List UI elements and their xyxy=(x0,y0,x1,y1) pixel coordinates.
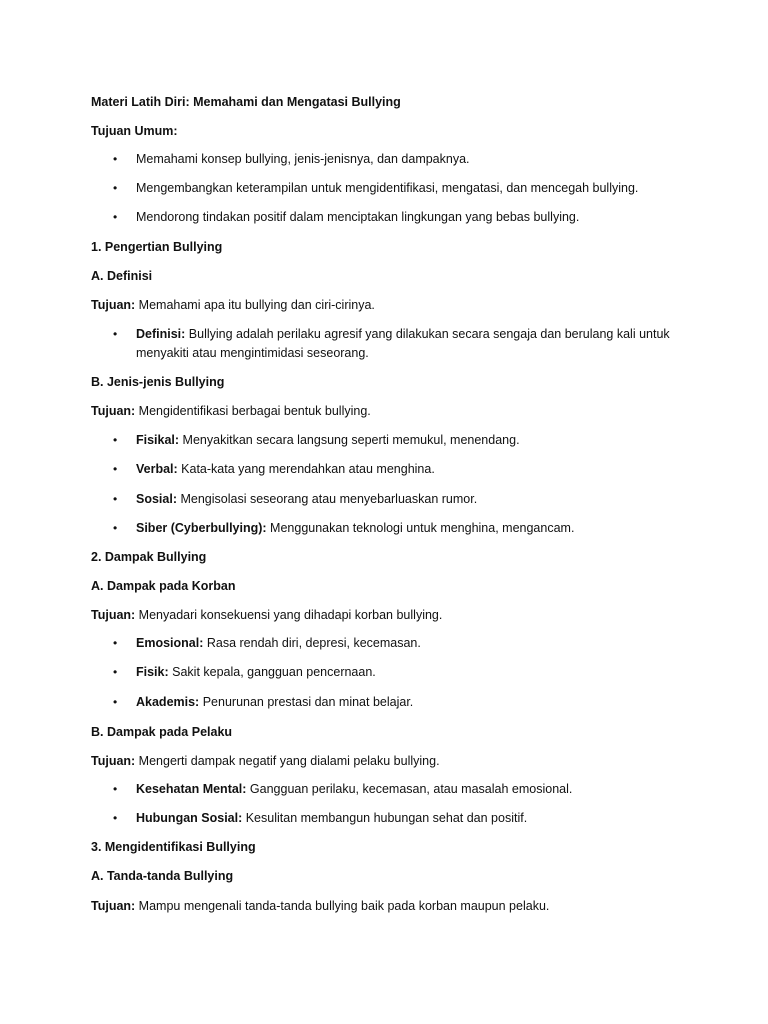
list-item-label: Fisik: xyxy=(136,665,169,679)
section-heading: 1. Pengertian Bullying xyxy=(91,240,223,254)
tujuan-umum-heading: Tujuan Umum: xyxy=(91,124,178,138)
tujuan-line xyxy=(91,403,371,419)
section-heading: 3. Mengidentifikasi Bullying xyxy=(91,840,256,854)
list-item-text xyxy=(136,519,686,538)
list-item-body: Rasa rendah diri, depresi, kecemasan. xyxy=(203,636,421,650)
section-heading: 2. Dampak Bullying xyxy=(91,550,207,564)
bullet-icon: • xyxy=(113,433,118,447)
bullet-icon: • xyxy=(113,636,118,650)
list-item-text xyxy=(136,325,686,363)
list-item-label: Siber (Cyberbullying): xyxy=(136,521,267,535)
tujuan-label: Tujuan: xyxy=(91,754,136,768)
list-item-body: Sakit kepala, gangguan pencernaan. xyxy=(168,665,376,679)
tujuan-text: Mengidentifikasi berbagai bentuk bullying. xyxy=(135,404,371,418)
list-item-label: Definisi: xyxy=(136,327,186,341)
bullet-icon: • xyxy=(113,152,118,166)
document-page xyxy=(91,0,691,1024)
list-item-label: Hubungan Sosial: xyxy=(136,811,243,825)
subsection-heading: A. Dampak pada Korban xyxy=(91,579,236,593)
tujuan-line xyxy=(91,297,375,313)
list-item-body: Kesulitan membangun hubungan sehat dan positif. xyxy=(242,811,528,825)
list-item-label: Akademis: xyxy=(136,695,200,709)
tujuan-text: Mampu mengenali tanda-tanda bullying baik pada korban maupun pelaku. xyxy=(135,899,550,913)
list-item-body: Bullying adalah perilaku agresif yang dilakukan secara sengaja dan berulang kali untuk menyakiti atau mengintimidasi seseorang. xyxy=(136,327,670,360)
tujuan-label: Tujuan: xyxy=(91,608,136,622)
list-item-body: Menyakitkan secara langsung seperti memukul, menendang. xyxy=(179,433,520,447)
bullet-icon: • xyxy=(113,492,118,506)
list-item-text xyxy=(136,809,686,828)
list-item-text xyxy=(136,663,686,682)
bullet-icon: • xyxy=(113,782,118,796)
tujuan-label: Tujuan: xyxy=(91,404,136,418)
list-item-text: Mendorong tindakan positif dalam menciptakan lingkungan yang bebas bullying. xyxy=(136,210,580,224)
document-title: Materi Latih Diri: Memahami dan Mengatasi Bullying xyxy=(91,95,401,109)
list-item-text xyxy=(136,460,686,479)
list-item-body: Gangguan perilaku, kecemasan, atau masalah emosional. xyxy=(246,782,573,796)
list-item-body: Mengisolasi seseorang atau menyebarluaskan rumor. xyxy=(177,492,478,506)
subsection-heading: B. Jenis-jenis Bullying xyxy=(91,375,225,389)
bullet-icon: • xyxy=(113,462,118,476)
bullet-icon: • xyxy=(113,665,118,679)
bullet-icon: • xyxy=(113,210,118,224)
tujuan-label: Tujuan: xyxy=(91,899,136,913)
list-item-text xyxy=(136,634,686,653)
tujuan-line xyxy=(91,898,549,914)
list-item-body: Penurunan prestasi dan minat belajar. xyxy=(199,695,414,709)
subsection-heading: A. Definisi xyxy=(91,269,153,283)
subsection-heading: B. Dampak pada Pelaku xyxy=(91,725,233,739)
tujuan-line xyxy=(91,607,442,623)
list-item-label: Emosional: xyxy=(136,636,204,650)
list-item-label: Verbal: xyxy=(136,462,178,476)
bullet-icon: • xyxy=(113,811,118,825)
bullet-icon: • xyxy=(113,181,118,195)
tujuan-label: Tujuan: xyxy=(91,298,136,312)
list-item-label: Kesehatan Mental: xyxy=(136,782,247,796)
list-item-text: Mengembangkan keterampilan untuk mengidentifikasi, mengatasi, dan mencegah bullying. xyxy=(136,181,639,195)
list-item-text xyxy=(136,780,686,799)
list-item-text xyxy=(136,693,686,712)
tujuan-text: Menyadari konsekuensi yang dihadapi korban bullying. xyxy=(135,608,443,622)
bullet-icon: • xyxy=(113,521,118,535)
bullet-icon: • xyxy=(113,327,118,341)
list-item-body: Kata-kata yang merendahkan atau menghina. xyxy=(177,462,435,476)
list-item-label: Sosial: xyxy=(136,492,177,506)
list-item-label: Fisikal: xyxy=(136,433,180,447)
tujuan-line xyxy=(91,753,440,769)
bullet-icon: • xyxy=(113,695,118,709)
list-item-text xyxy=(136,490,686,509)
list-item-text: Memahami konsep bullying, jenis-jenisnya, dan dampaknya. xyxy=(136,152,470,166)
subsection-heading: A. Tanda-tanda Bullying xyxy=(91,869,234,883)
list-item-text xyxy=(136,431,686,450)
tujuan-text: Mengerti dampak negatif yang dialami pelaku bullying. xyxy=(135,754,440,768)
list-item-body: Menggunakan teknologi untuk menghina, mengancam. xyxy=(266,521,575,535)
tujuan-text: Memahami apa itu bullying dan ciri-cirinya. xyxy=(135,298,375,312)
